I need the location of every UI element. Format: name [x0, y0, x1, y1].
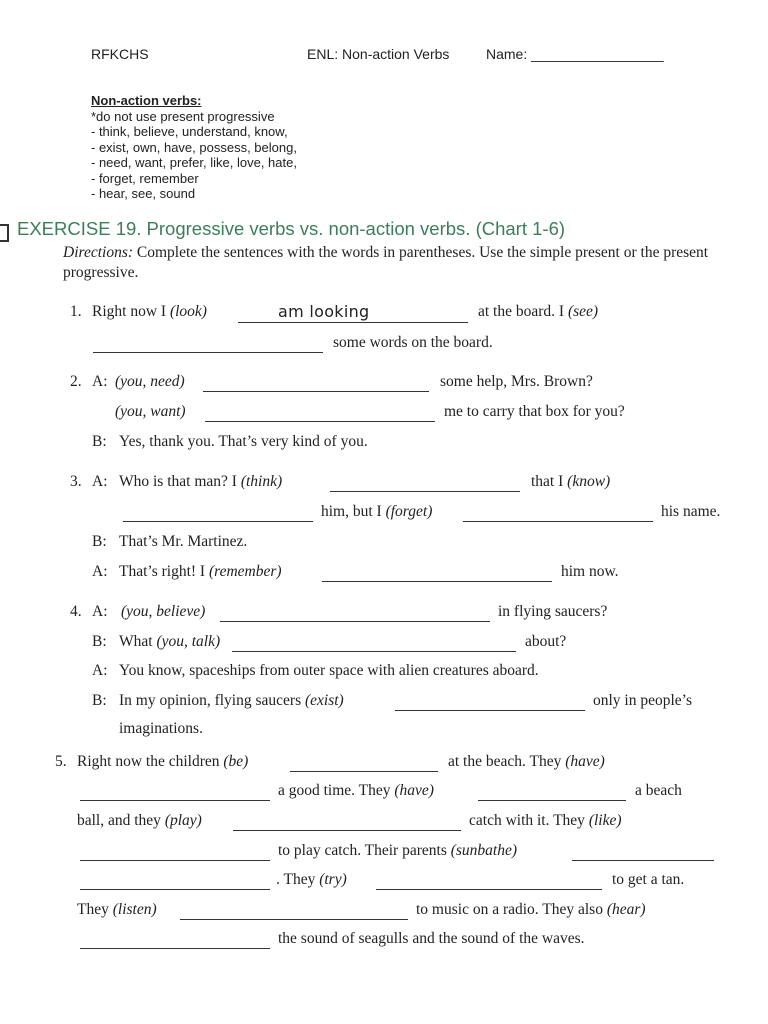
answer-blank-5e[interactable] — [80, 860, 270, 861]
name-field — [486, 46, 664, 62]
item-4-line-2: B: What (you, talk) — [92, 633, 221, 650]
answer-blank-2a[interactable] — [203, 391, 429, 392]
notes-line: - need, want, prefer, like, love, hate, — [91, 155, 297, 170]
answer-blank-2b[interactable] — [205, 421, 435, 422]
item-2-cue-2: (you, want) — [115, 403, 186, 420]
item-4-text-g: imaginations. — [119, 720, 203, 737]
answer-blank-5a[interactable] — [290, 771, 438, 772]
item-3-text-b: that I (know) — [531, 473, 611, 490]
notes-line: - think, believe, understand, know, — [91, 124, 288, 139]
item-3-text-g: him now. — [561, 563, 619, 580]
item-3-text-c: him, but I (forget) — [321, 503, 433, 520]
item-1-text-b: at the board. I (see) — [478, 303, 599, 320]
directions — [63, 243, 743, 283]
item-text: Right now I (look) — [92, 303, 207, 320]
answer-blank-4a[interactable] — [220, 621, 490, 622]
school-name: RFKCHS — [91, 46, 149, 62]
item-2-line-1: 2. A: (you, need) — [70, 373, 185, 390]
item-4-line-1: 4. A: (you, believe) — [70, 603, 206, 620]
exercise-title: EXERCISE 19. Progressive verbs vs. non-action verbs. (Chart 1-6) — [17, 218, 566, 239]
item-5-text-f: catch with it. They (like) — [469, 812, 622, 829]
non-action-notes — [91, 93, 297, 202]
answer-blank-5h[interactable] — [376, 889, 602, 890]
answer-blank-5b[interactable] — [80, 800, 270, 801]
item-2-text-2: me to carry that box for you? — [444, 403, 625, 420]
item-5-text-c: a good time. They (have) — [278, 782, 434, 799]
item-4-text-a: in flying saucers? — [498, 603, 608, 620]
answer-blank-5g[interactable] — [80, 889, 270, 890]
answer-blank-3c[interactable] — [463, 521, 653, 522]
item-4-line-3: A: You know, spaceships from outer space with alien creatures aboard. — [92, 662, 539, 679]
answer-blank-4b[interactable] — [232, 651, 516, 652]
answer-blank-5c[interactable] — [478, 800, 626, 801]
item-5-text-k: to music on a radio. They also (hear) — [416, 901, 646, 918]
directions-text: Complete the sentences with the words in parentheses. Use the simple present or the present progressive. — [63, 244, 709, 281]
item-3-text-d: his name. — [661, 503, 721, 520]
item-5-text-g: to play catch. Their parents (sunbathe) — [278, 842, 518, 859]
item-3-line-3: B: That’s Mr. Martinez. — [92, 533, 248, 550]
notes-line: - exist, own, have, possess, belong, — [91, 139, 297, 155]
handwritten-answer: am looking — [278, 302, 370, 321]
item-1-text-c: some words on the board. — [333, 334, 493, 351]
name-blank: _________________ — [531, 46, 664, 62]
item-4-text-c: about? — [525, 633, 567, 650]
item-5-text-d: a beach — [635, 782, 682, 799]
item-1-line-1 — [70, 303, 207, 321]
item-5-text-h: . They (try) — [276, 871, 347, 888]
name-label: Name: — [486, 46, 532, 62]
directions-label: Directions: — [63, 244, 134, 261]
item-5-text-b: at the beach. They (have) — [448, 753, 605, 770]
answer-blank-3b[interactable] — [123, 521, 313, 522]
item-5-text-e: ball, and they (play) — [77, 812, 202, 829]
answer-blank-5i[interactable] — [180, 919, 408, 920]
answer-blank-4c[interactable] — [395, 710, 585, 711]
course-title: ENL: Non-action Verbs — [307, 46, 450, 62]
answer-blank-5f[interactable] — [572, 860, 714, 861]
item-4-text-f: only in people’s — [593, 692, 693, 709]
answer-blank-3d[interactable] — [322, 581, 552, 582]
item-4-line-4: B: In my opinion, flying saucers (exist) — [92, 692, 344, 709]
notes-line: - forget, remember — [91, 170, 199, 186]
item-3-line-4: A: That’s right! I (remember) — [92, 563, 282, 580]
notes-line: *do not use present progressive — [91, 108, 275, 124]
item-2-text-1: some help, Mrs. Brown? — [440, 373, 593, 390]
notes-title: Non-action verbs: — [91, 93, 202, 108]
item-5-line-1: 5. Right now the children (be) — [55, 753, 249, 770]
item-2-line-3: B: Yes, thank you. That’s very kind of you. — [92, 433, 368, 450]
answer-blank-1a[interactable] — [238, 322, 468, 323]
answer-blank-5j[interactable] — [80, 948, 270, 949]
item-5-text-i: to get a tan. — [612, 871, 685, 888]
answer-blank-5d[interactable] — [233, 830, 461, 831]
item-5-text-j: They (listen) — [77, 901, 157, 918]
answer-blank-1b[interactable] — [93, 352, 323, 353]
item-3-line-1: 3. A: Who is that man? I (think) — [70, 473, 283, 490]
item-number: 1. — [70, 303, 82, 320]
checkbox-icon — [0, 224, 9, 242]
answer-blank-3a[interactable] — [330, 491, 520, 492]
notes-line: - hear, see, sound — [91, 186, 196, 201]
item-5-text-l: the sound of seagulls and the sound of the waves. — [278, 930, 585, 947]
